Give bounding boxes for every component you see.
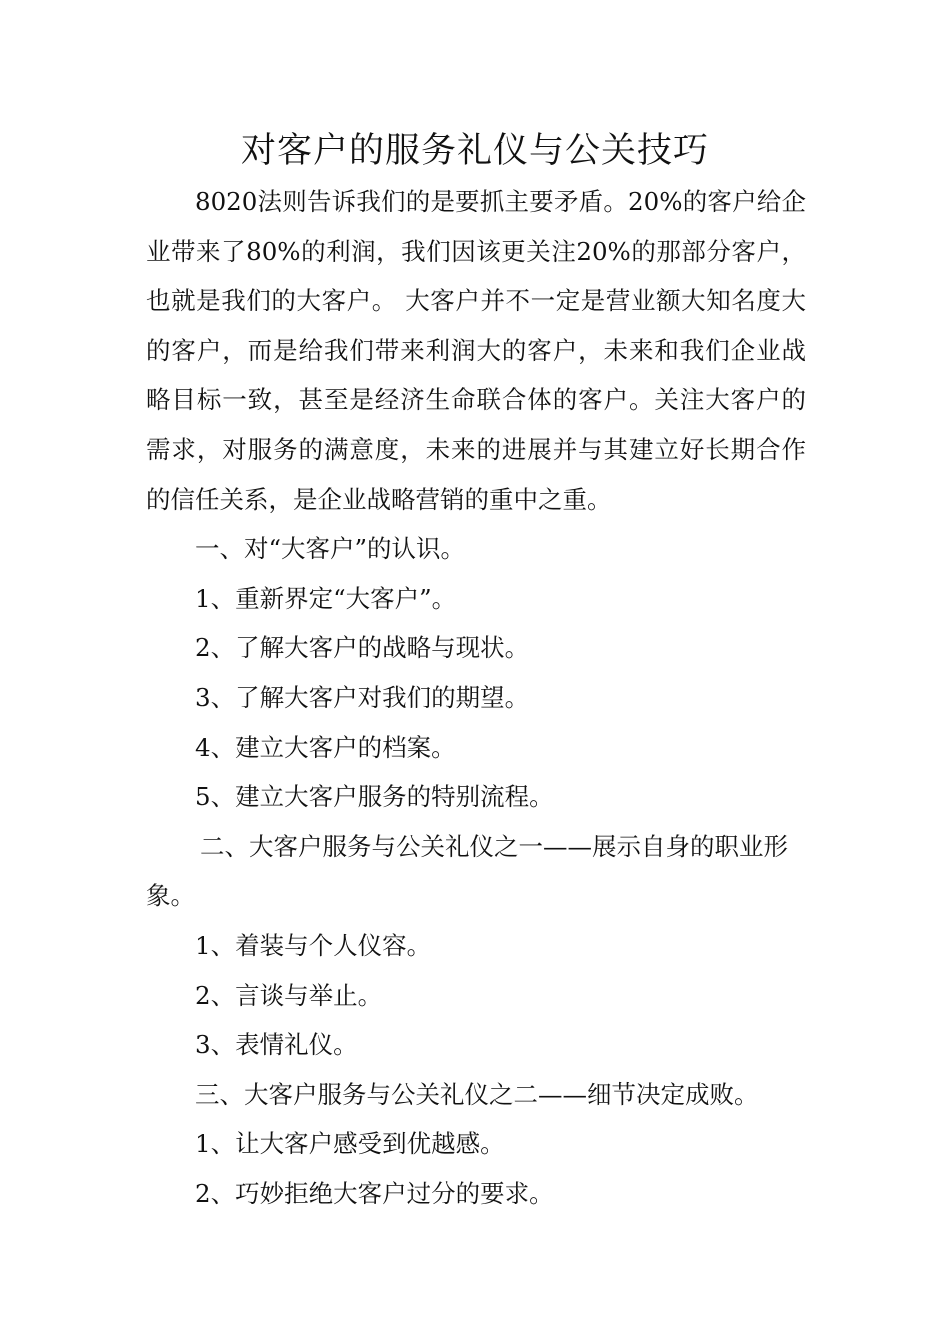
list-item: 1、让大客户感受到优越感。 — [195, 1129, 505, 1159]
list-item: 3、了解大客户对我们的期望。 — [195, 682, 530, 712]
document-title: 对客户的服务礼仪与公关技巧 — [240, 131, 709, 171]
intro-paragraph: 8020法则告诉我们的是要抓主要矛盾。20%的客户给企业带来了80%的利润，我们因该更关注20%的那部分客户，也就是我们的大客户。 大客户并不一定是营业额大知名度大的客户，而是给我们带来利润大的客户，未来和我们企业战略目标一致，甚至是经济生命联合体的客户。关注大客户的需求，对服务的满意度，未来的进展并与其建立好长期合作的信任关系，是企业战略营销的重中之重。 — [146, 187, 806, 514]
list-item: 1、重新界定“大客户”。 — [195, 583, 457, 613]
section2-heading: 二、大客户服务与公关礼仪之一——展示自身的职业形象。 — [146, 831, 788, 911]
list-item: 3、表情礼仪。 — [195, 1030, 358, 1060]
list-item: 2、了解大客户的战略与现状。 — [195, 633, 530, 663]
section1-heading: 一、对“大客户”的认识。 — [195, 534, 466, 564]
list-item: 4、建立大客户的档案。 — [195, 732, 456, 762]
list-item: 1、着装与个人仪容。 — [195, 930, 432, 960]
document-body — [146, 177, 806, 1218]
list-item: 2、言谈与举止。 — [195, 980, 383, 1010]
list-item: 5、建立大客户服务的特别流程。 — [195, 782, 554, 812]
list-item: 2、巧妙拒绝大客户过分的要求。 — [195, 1178, 554, 1208]
section3-heading: 三、大客户服务与公关礼仪之二——细节决定成败。 — [195, 1079, 759, 1109]
